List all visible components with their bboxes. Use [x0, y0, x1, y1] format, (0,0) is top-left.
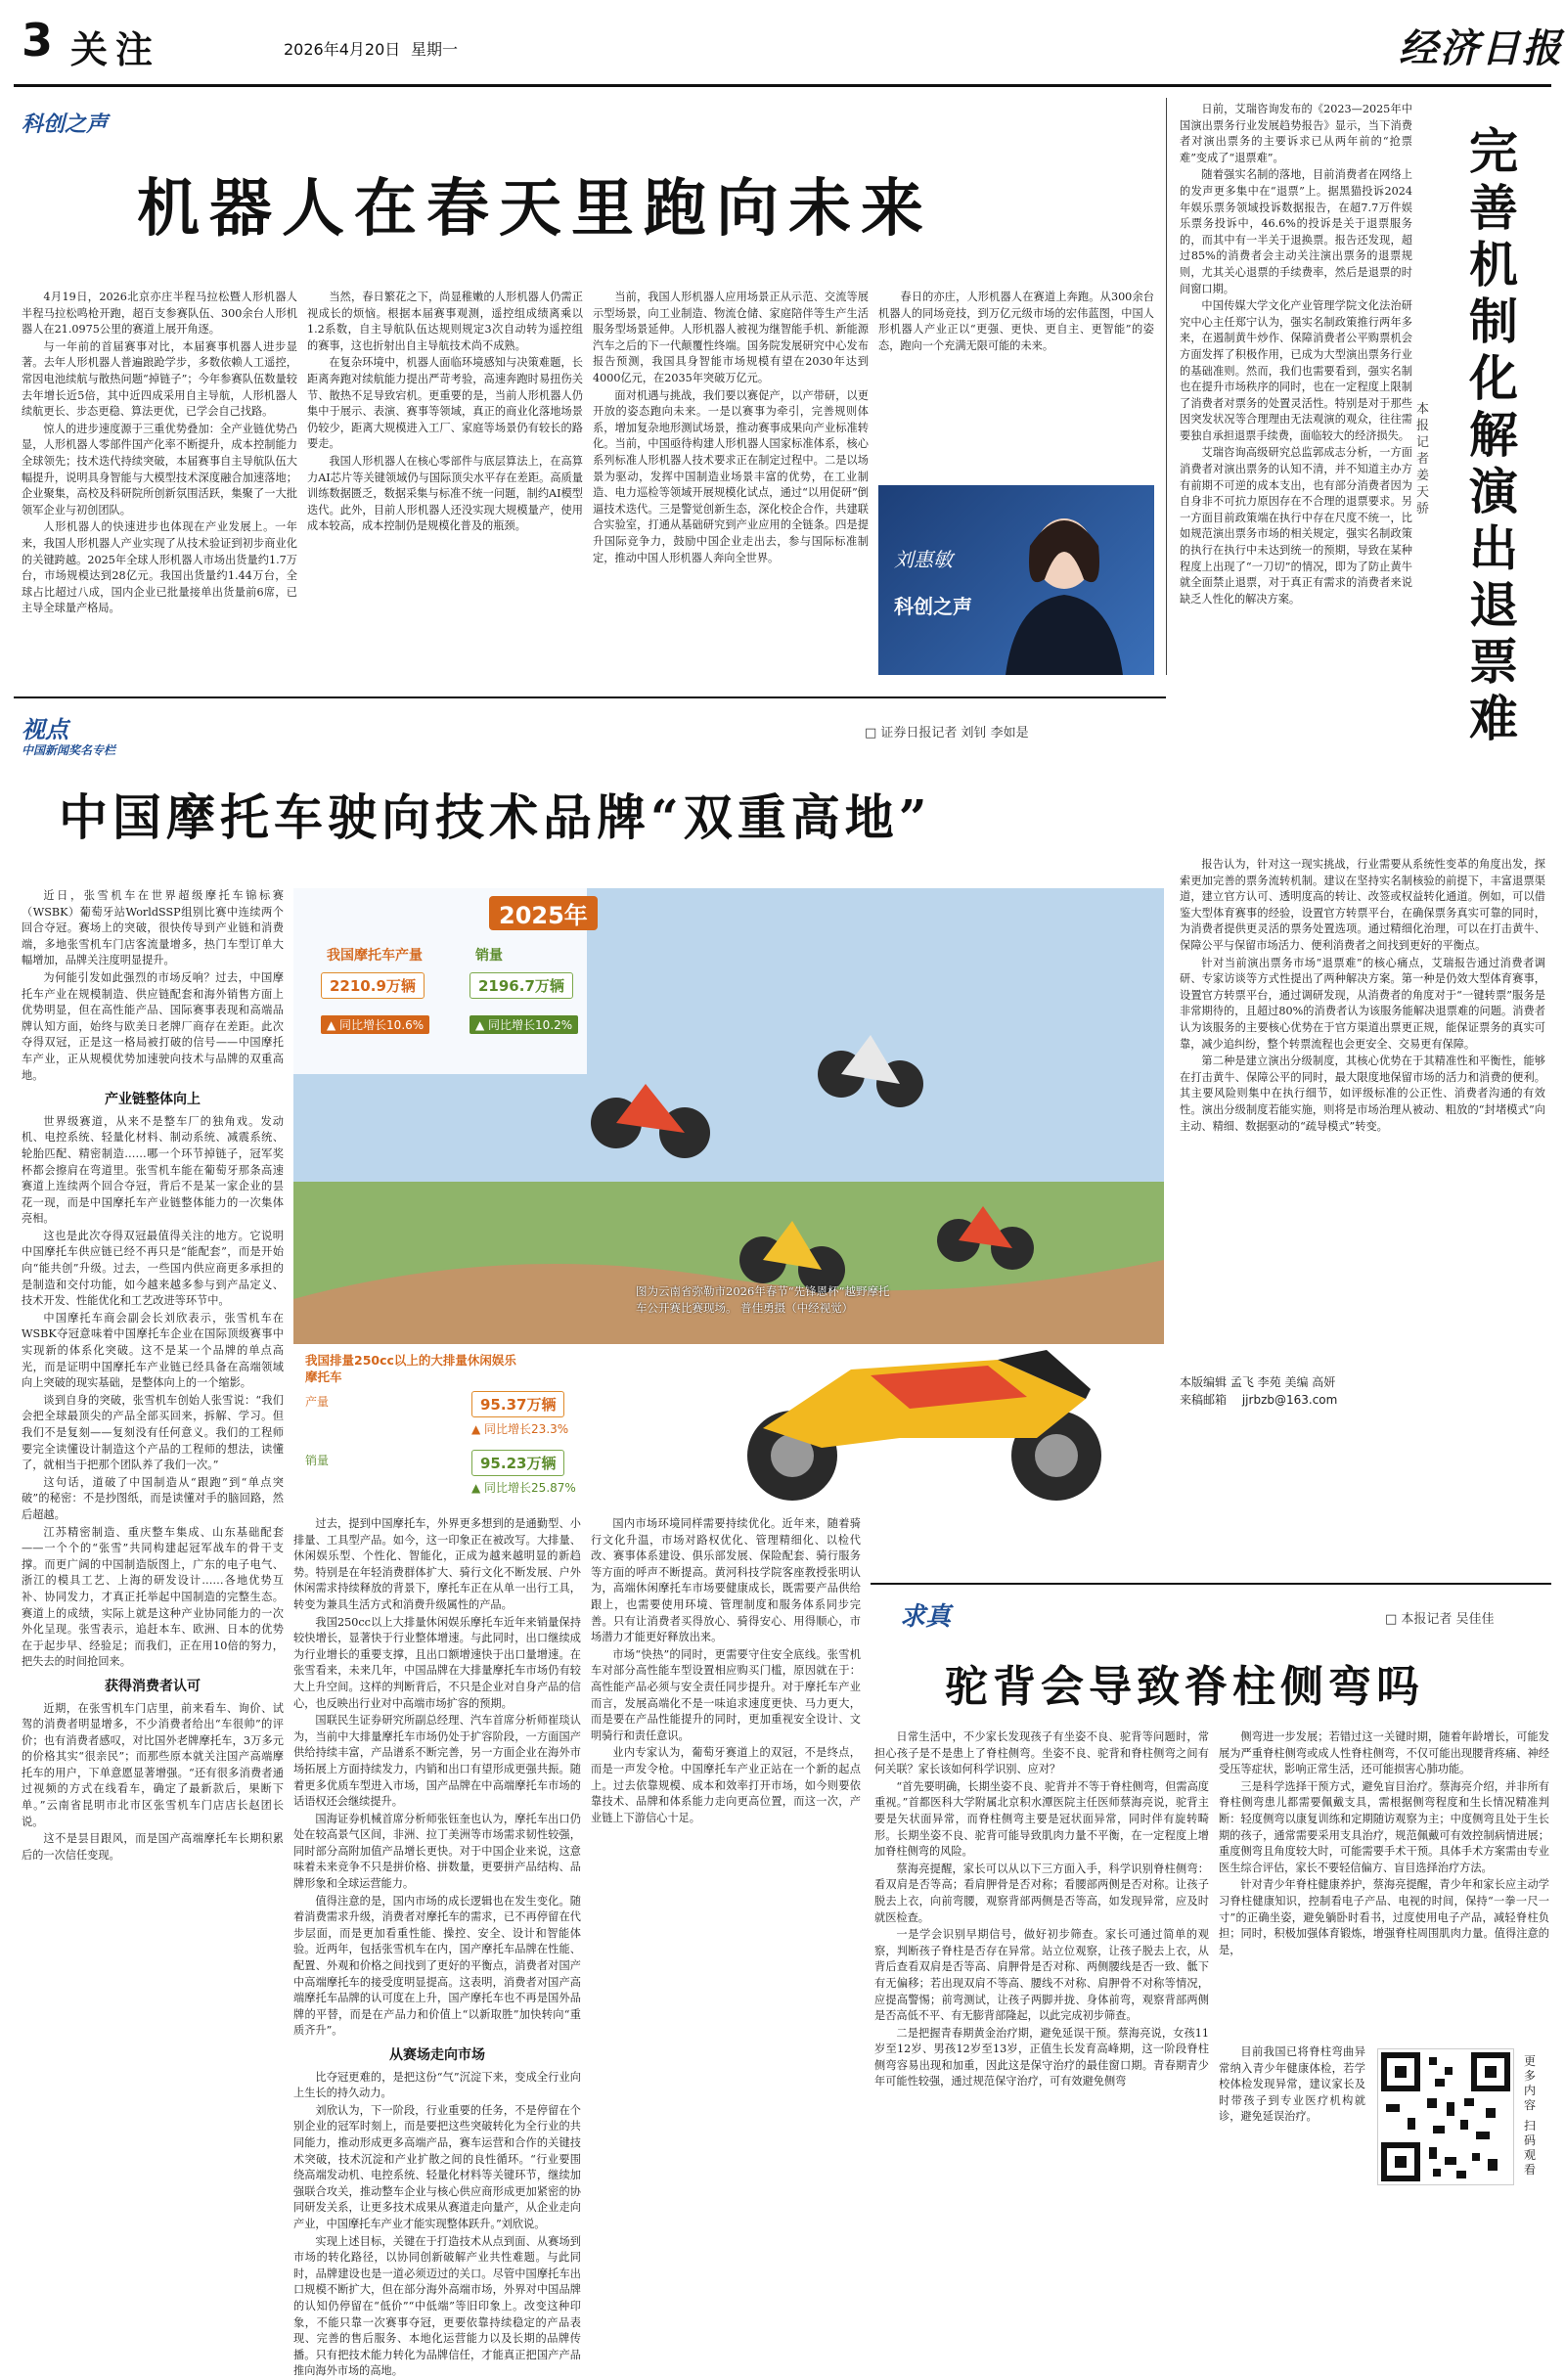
issue-weekday: 星期一: [411, 40, 459, 59]
email-line: 来稿邮箱 jjrbzb@163.com: [1180, 1393, 1338, 1407]
bigbike-prod-value: 95.37万辆: [471, 1391, 564, 1417]
qr-code-icon: [1378, 2049, 1513, 2184]
article1-col3: 当前，我国人形机器人应用场景正从示范、交流等展示型场景，向工业制造、物流仓储、家庭陪伴等生产生活服务型场景延伸。人形机器人被视为继智能手机、新能源汽车之后的下一代颠覆性终端。国务院发展研究中心发布报告预测，我国具身智能市场规模有望在2030年达到4000亿元，在2035年突破万亿元。 面对机遇与挑战，我们要以赛促产，以产带研，以更开放的姿态跑向未来。一是以赛事为牵引，完善规则体系，增加复杂地形测试场景，推动赛事成果向产业标准转化。当前，中国亟待构建人形机器人国家标准体系，核心系列标准人形机器人技术要求正在制定过程中。二是以场景为驱动，发挥中国制造业场景丰富的优势，在工业制造、电力巡检等领域开展规模化试点，通过“以用促研”倒逼技术迭代。三是警觉创新生态，深化校企合作，共建联合实验室，打通从基础研究到产业应用的全链条。四是提升国际竞争力，鼓励中国企业走出去，参与国际标准制定，推动中国人形机器人奔向全世界。: [593, 291, 869, 564]
article2-wide-col: 报告认为，针对这一现实挑战，行业需要从系统性变革的角度出发，探索更加完善的票务流转机制。建议在坚持实名制核验的前提下，丰富退票渠道，建立官方认可、透明度高的转让、改签或权益转化通道。例如，可以借鉴大型体育赛事的经验，设置官方转票平台，在确保票务真实可靠的同时，为消费者提供更灵活的票务处置选项。通过精细化治理，可以在打击黄牛、保障公平与保留市场活力、便利消费者之间找到更好的平衡点。 针对当前演出票务市场“退票难”的核心痛点，艾瑞报告通过消费者调研、专家访谈等方式性提出了两种解决方案。第一种是仍效大型体育赛事，设置官方转票平台，通过调研发现，从消费者的角度对于“一键转票”服务是非常期待的，且超过80%的消费者认为该服务能解决退票难的问题。消费者认为该服务的主要核心优势在于官方渠道出票更正规，能保证票务的真实可靠，减少追纠纷，整个转票流程也会更安全、交易更有保障。 第二种是建立演出分级制度，其核心优势在于其精准性和平衡性，能够在打击黄牛、保障公平的同时，最大限度地保留市场的活力和消费的便利。其主要风险则集中在执行细节，如评级标准的公正性、消费者沟通的有效性。演出分级制度若能实施，则将是市场治理从被动、粗放的“封堵模式”向主动、精细、数据驱动的“疏导模式”转变。: [1180, 858, 1545, 1133]
column-rule: [1166, 98, 1167, 675]
bigbike-prod-growth: ▲ 同比增长23.3%: [471, 1422, 569, 1436]
sales-growth: ▲ 同比增长10.2%: [470, 1015, 578, 1034]
qr-code[interactable]: [1377, 2048, 1514, 2185]
article1-col4: 春日的亦庄，人形机器人在赛道上奔跑。从300余台机器人的同场竞技，到万亿元级市场的宏伟蓝图，中国人形机器人产业正以“更强、更快、更自主、更智能”的姿态，跑向一个充满无限可能的未来。: [878, 291, 1154, 352]
article3-col3: 国内市场环境同样需要持续优化。近年来，随着骑行文化升温，市场对路权优化、管理精细化、以检代改、赛事体系建设、俱乐部发展、保险配套、骑行服务等方面的呼声不断提高。黄河科技学院客座教授张明认为，高端休闲摩托车市场要健康成长，既需要产品供给跟上，也需要使用环境、管理制度和服务体系同步完善。只有让消费者买得放心、骑得安心、用得顺心，市场潜力才能更好释放出来。 市场“快热”的同时，更需要守住安全底线。张雪机车对部分高性能车型设置相应购买门槛，原因就在于：高性能产品必须与安全责任同步提升。对于摩托车产业而言，发展高端化不是一味追求速度更快、马力更大，而是要在产品性能提升的同时，更加重视安全设计、文明骑行和责任意识。 业内专家认为，葡萄牙赛道上的双冠，不是终点，而是一声发令枪。中国摩托车产业正站在一个新的起点上。过去依靠规模、成本和效率打开市场，如今则要依靠技术、品牌和体系能力走向更高位置，而这一次，产业链上下游信心十足。: [591, 1517, 861, 1824]
photo-caption: 图为云南省弥勒市2026年春节“先锋恩杯”越野摩托车公开赛比赛现场。 普佳勇摄（中经视觉）: [636, 1284, 890, 1315]
bigbike-sales-value: 95.23万辆: [471, 1450, 564, 1476]
bigbike-sales-wrap: [471, 1450, 564, 1476]
paper-logo: 经济日报: [1399, 25, 1563, 71]
prod-value: 2210.9万辆: [321, 972, 425, 999]
page-number: 3: [22, 14, 54, 67]
submission-email[interactable]: jjrbzb@163.com: [1241, 1393, 1338, 1407]
columnist-photo: [878, 485, 1154, 675]
bigbike-prod-label: 产量: [305, 1395, 330, 1409]
motorcycle-photo: [293, 888, 1164, 1506]
article2-byline: 本报记者 姜天骄: [1416, 402, 1430, 516]
bigbike-sales-label: 销量: [305, 1454, 330, 1467]
column-kechuang: 科创之声: [22, 112, 109, 137]
article1-title: 机器人在春天里跑向未来: [137, 172, 933, 246]
article3-col1: 近日，张雪机车在世界超级摩托车锦标赛（WSBK）葡萄牙站WorldSSP组别比赛中连续两个回合夺冠。赛场上的突破，很快传导到产业链和消费端，多地张雪机车门店客流量增多，热门车型订单大幅增加，品牌关注度明显提升。 为何能引发如此强烈的市场反响？过去，中国摩托车产业在规模制造、供应链配套和海外销售方面上优势明显，但在高性能产品、国际赛事表现和高端品牌认知方面，始终与欧美日老牌厂商存在差距。此次夺得双冠，正是这一格局被打破的信号——中国摩托车产业，正从规模优势加速驶向技术与品牌的双重高地。 产业链整体向上 世界级赛道，从来不是整车厂的独角戏。发动机、电控系统、轻量化材料、制动系统、减震系统、轮胎匹配、精密制造……哪一个环节掉链子，冠军奖杯都会擦肩在弯道里。张雪机车能在葡萄牙那条高速赛道上连续两个回合夺冠，背后不是某一家企业的昙花一现，而是中国摩托车产业链整体能力的一次集体亮相。 这也是此次夺得双冠最值得关注的地方。它说明中国摩托车供应链已经不再只是“能配套”，而是开始向“能共创”升级。过去，一些国内供应商更多承担的是制造和交付功能，如今越来越多参与到产品定义、技术开发、性能优化和工艺改进等环节中。 中国摩托车商会副会长刘欣表示，张雪机车在WSBK夺冠意味着中国摩托车企业在国际顶级赛事中实现新的体系化突破。这不是某一个品牌的单点高光，而是证明中国摩托车产业链已经具备在高端领域向上突破的现实基础，是整体向上的一个缩影。 谈到自身的突破，张雪机车创始人张雪说：“我们会把全球最顶尖的产品全部买回来，拆解、学习。但我们不是复刻——复刻没有任何意义。我们的工程师要完全读懂设计制造这个产品的工程师的想法，读懂了，就相当于把那个团队养了我们一次。” 这句话，道破了中国制造从“跟跑”到“单点突破”的秘密：不是抄图纸，而是读懂对手的脑回路，然后超越。 江苏精密制造、重庆整车集成、山东基础配套——一个个的“张雪”共同构建起冠军战车的骨干支撑。而更广阔的中国制造版图上，广东的电子电气、浙江的模具工艺、上海的研发设计……各地优势互补、协同发力，才真正托举起中国制造的完整生态。赛道上的成绩，实际上就是这种产业协同能力的一次外化呈现。张雪表示，追赶本车、欧洲、日本的优势在于起步早、经验足；而我们，正在用10倍的努力，把失去的时间抢回来。 获得消费者认可 近期，在张雪机车门店里，前来看车、询价、试驾的消费者明显增多，不少消费者给出“车很帅”的评价；也有消费者感叹，对比国外老牌摩托车，3万多元的价格其实“很亲民”；而那些原本就关注国产高端摩托车的用户，下单意愿显著增强。“还有很多消费者通过视频的方式在线看车，确定了最新款后，果断下单。”云南省昆明市北市区张雪机车门店店长赵团长说。 这不是昙目跟风，而是国产高端摩托车长期积累后的一次信任变现。: [22, 889, 284, 1862]
qr-caption: 更多内容 扫码观看: [1524, 2054, 1537, 2177]
photo-signature: 刘惠敏: [894, 548, 953, 571]
masthead: [0, 0, 1565, 86]
article3-title: 中国摩托车驶向技术品牌“双重高地”: [59, 788, 932, 846]
article2-headline: 完善机制化解演出退票难: [1469, 122, 1518, 747]
columnist-portrait-icon: [878, 485, 1154, 675]
article4-byline: □ 本报记者 吴佳佳: [1385, 1612, 1495, 1627]
page-section: 关注: [70, 27, 161, 71]
article4-col1: 日常生活中，不少家长发现孩子有坐姿不良、驼背等问题时，常担心孩子是不是患上了脊柱侧弯。坐姿不良、驼背和脊柱侧弯之间有何关联？家长该如何科学识别、应对？ “首先要明确，长期坐姿不良、驼背并不等于脊柱侧弯，但需高度重视。”首都医科大学附属北京积水潭医院主任医师蔡海亮说，驼背主要是矢状面异常，而脊柱侧弯主要是冠状面异常，同时伴有旋转畸形。长期坐姿不良、驼背可能导致肌肉力量不平衡，在一定程度上增加脊柱侧弯的风险。 蔡海亮提醒，家长可以从以下三方面入手，科学识别脊柱侧弯：看双肩是否等高；看肩胛骨是否对称；看腰部两侧是否对称。让孩子脱去上衣，向前弯腰，观察背部两侧是否等高，如发现异常，应及时就医检查。 一是学会识别早期信号，做好初步筛查。家长可通过简单的观察，判断孩子脊柱是否存在异常。站立位观察，让孩子脱去上衣，从背后查看双肩是否等高、肩胛骨是否对称、两侧腰线是否一致、骶下有无偏移；若出现双肩不等高、腰线不对称、肩胛骨不对称等情况，应提高警惕；前弯测试，让孩子两脚并拢、身体前弯，观察背部两侧是否高低不平、有无膨背部隆起，以此完成初步筛查。 二是把握青春期黄金治疗期，避免延误干预。蔡海亮说，女孩11岁至12岁、男孩12岁至13岁，正值生长发育高峰期，这一阶段脊柱侧弯容易出现和加重，因此这是保守治疗的最佳窗口期。青春期青少年可能性较强，通过规范保守治疗，可有效避免侧弯: [874, 1730, 1209, 2088]
article1-col2: 当然，春日繁花之下，尚显稚嫩的人形机器人仍需正视成长的烦恼。根据本届赛事观测，遥控组成绩离乘以1.2系数，自主导航队伍达规则规定3次自动转为遥控组的赛事，这也折射出自主导航技术尚不成熟。 在复杂环境中，机器人面临环境感知与决策难题，长距离奔跑对续航能力提出严苛考验，高速奔跑时易扭伤关节、散热不足导致宕机。更重要的是，当前人形机器人仍集中于展示、表演、赛事等领域，真正的商业化落地场景仍较少，距离大规模进入工厂、家庭等场景仍有较长的路要走。 我国人形机器人在核心零部件与底层算法上，在高算力AI芯片等关键领域仍与国际顶尖水平存在差距。高质量训练数据匮乏，数据采集与标准不统一问题，制约AI模型迭代。此外，目前人形机器人还没实现大规模量产，使用成本较高，成本控制仍是规模化普及的瓶颈。: [307, 291, 583, 533]
masthead-rule: [14, 84, 1551, 87]
subhead-chain: 产业链整体向上: [105, 1092, 201, 1108]
sales-value: 2196.7万辆: [470, 972, 573, 999]
editors-credit: [1180, 1373, 1545, 1409]
article4-col2b: 目前我国已将脊柱弯曲异常纳入青少年健康体检，若学校体检发现异常，建议家长及时带孩子到专业医疗机构就诊，避免延误治疗。: [1219, 2045, 1365, 2124]
article2-col1: 日前，艾瑞咨询发布的《2023—2025年中国演出票务行业发展趋势报告》显示，当下消费者对演出票务的主要诉求已从两年前的“抢票难”变成了“退票难”。 随着强实名制的落地，目前消费者在网络上的发声更多集中在“退票”上。据黑猫投诉2024年娱乐票务领域投诉数据报告，在超7.7万件娱乐票务投诉中，46.6%的投诉是关于退票服务的，而其中有一半关于退换票。报告还发现，超过85%的消费者会主动关注演出票务的退票规则，尤其关心退票的手续费率，然后是退票的时间窗口期。 中国传媒大学文化产业管理学院文化法治研究中心主任郑宁认为，强实名制政策推行两年多来，在遏制黄牛炒作、保障消费者公平购票机会方面发挥了积极作用，已成为大型演出票务行业的基础准则。然而，我们也需要看到，强实名制也在提升市场秩序的同时，也在一定程度上限制了消费者对票务的处置灵活性。特别是对于那些因突发状况等合理理由无法观演的观众，往往需要独自承担退票手续费，面临较大的经济损失。 艾瑞咨询高级研究总监郭成志分析，一方面消费者对演出票务的认知不清，并不知道主办方有前期不可逆的成本支出，也有部分消费者因为自身非不可抗力原因存在不合理的退票要求。另一方面目前政策端在执行中存在尺度不统一，比如规范演出票务市场的相关规定，强实名制政策的执行在执行中未达到统一的预期，导致在某种程度上出现了“一刀切”的情况，即为了防止黄牛就全面禁止退票，对于真正有需求的消费者来说缺乏人性化的解决方案。: [1180, 103, 1412, 606]
issue-date: 2026年4月20日: [284, 40, 401, 59]
editors-line: 本版编辑 孟飞 李苑 美编 高妍: [1180, 1375, 1336, 1389]
subhead-consumer: 获得消费者认可: [105, 1678, 201, 1694]
article1-col1: 4月19日，2026北京亦庄半程马拉松暨人形机器人半程马拉松鸣枪开跑，超百支参赛队伍、300余台人形机器人在21.0975公里的赛道上展开角逐。 与一年前的首届赛事对比，本届赛事机器人进步显著。去年人形机器人普遍踉跄学步，多数依赖人工遥控，常因电池续航与散热问题“掉链子”；今年参赛队伍数量较去年增长近5倍，其中近四成采用自主导航，人形机器人续航更长、步态更稳、算法更优，已学会自己找路。 惊人的进步速度源于三重优势叠加：全产业链优势凸显，人形机器人零部件国产化率不断提升，成本控制能力全球领先；技术迭代持续突破，本届赛事自主导航队伍大幅提升，说明具身智能与大模型技术深度融合加速落地；企业聚集，高校及科研院所创新氛围活跃，集聚了一大批领军企业与初创团队。 人形机器人的快速进步也体现在产业发展上。一年来，我国人形机器人产业实现了从技术验证到初步商业化的关键跨越。2025年全球人形机器人市场出货量约1.7万台，市场规模达到28亿元。我国出货量约1.44万台，全球占比超过八成，国内企业已批量接单出货量前6席，已主导全球量产格局。: [22, 291, 297, 615]
subhead-market: 从赛场走向市场: [389, 2047, 485, 2063]
article3-col2: 过去，提到中国摩托车，外界更多想到的是通勤型、小排量、工具型产品。如今，这一印象正在被改写。大排量、休闲娱乐型、个性化、智能化，正成为越来越明显的新趋势。特别是在年轻消费群体扩大、骑行文化不断发展、户外休闲需求持续释放的背景下，摩托车正在从单一出行工具，转变为兼具生活方式和消费升级属性的产品。 我国250cc以上大排量休闲娱乐摩托车近年来销量保持较快增长，显著快于行业整体增速。与此同时，出口继续成为行业增长的重要支撑，且出口额增速快于出口量增速。在张雪看来，未来几年，中国品牌在大排量摩托车市场仍有较大上升空间。这样的判断背后，不只是企业对自身产品的信心，也反映出行业对中高端市场扩容的预期。 国联民生证券研究所副总经理、汽车首席分析师崔琰认为，当前中大排量摩托车市场仍处于扩容阶段，一方面国产供给持续丰富，产品谱系不断完善，另一方面企业在海外市场拓展上方面持续发力，内销和出口有望形成更强共振。随着更多优质车型进入市场，国产品牌在中高端摩托车市场的话语权还会继续提升。 国海证券机械首席分析师张钰奎也认为，摩托车出口仍处在较高景气区间，非洲、拉丁美洲等市场需求韧性较强，同时部分高附加值产品增长更快。对于中国企业来说，这意味着未来竞争不只是拼价格、拼数量，更要拼产品结构、品牌形象和全球运营能力。 值得注意的是，国内市场的成长逻辑也在发生变化。随着消费需求升级，消费者对摩托车的需求，已不再停留在代步层面，而是更加看重性能、操控、安全、设计和智能体验。近两年，包括张雪机车在内，国产摩托车品牌在性能、配置、外观和价格之间找到了更好的平衡点，消费者对国产中高端摩托车的接受度明显提高。这表明，消费者对国产高端摩托车品牌的认可度在上升，国产摩托车也不再是国外品牌的平替，而是在产品力和价值上“以新取胜”加快转向“重质齐升”。 从赛场走向市场 比夺冠更难的，是把这份“气”沉淀下来，变成全行业向上生长的持久动力。 刘欣认为，下一阶段，行业重要的任务，不是停留在个别企业的冠军时刻上，而是要把这些突破转化为全行业的共同能力，推动形成更多高端产品，赛车运营和合作的关键技术突破，技术沉淀和产业扩散之间的良性循环。“行业要围绕高端发动机、电控系统、轻量化材料等关键环节，继续加强联合攻关，推动整车企业与核心供应商形成更加紧密的协同研发关系，让更多技术成果从赛道走向量产，从企业走向产业，中国摩托车产业才能实现整体跃升。”刘欣说。 实现上述目标，关键在于打造技术从点到面、从赛场到市场的转化路径，以协同创新破解产业共性难题。与此同时，品牌建设也是一道必须迈过的关口。尽管中国摩托车出口规模不断扩大，但在部分海外高端市场，外界对中国品牌的认知仍停留在“低价”“中低端”等旧印象上。改变这种印象，不能只靠一次赛事夺冠，更要依靠持续稳定的产品表现、完善的售后服务、本地化运营能力以及长期的品牌传播。只有把技术能力转化为品牌信任，才能真正把国产产品推向海外市场的高地。: [293, 1517, 581, 2378]
article4-col2: 侧弯进一步发展；若错过这一关键时期，随着年龄增长，可能发展为严重脊柱侧弯或成人性脊柱侧弯，不仅可能出现腰背疼痛、神经受压等症状，影响正常生活，还可能损害心肺功能。 三是科学选择干预方式，避免盲目治疗。蔡海亮介绍，并非所有脊柱侧弯患儿都需要佩戴支具，需根据侧弯程度和生长情况精准判断：轻度侧弯以康复训练和定期随访观察为主；中度侧弯且处于生长期的孩子，通常需要采用支具治疗，规范佩戴可有效控制病情进展；重度侧弯且角度较大时，可能需要手术干预。具体手术方案需由专业医生综合评估，家长不要轻信偏方、盲目选择治疗方法。 针对青少年脊柱健康养护，蔡海亮提醒，青少年和家长应主动学习脊柱健康知识，控制看电子产品、电视的时间，保持“一拳一尺一寸”的正确坐姿，避免躺卧时看书，过度使用电子产品，减轻脊柱负担；同时，积极加强体育锻炼，增强脊柱周围肌肉力量。值得注意的是，: [1219, 1730, 1549, 1956]
bigbike-label: 我国排量250cc以上的大排量休闲娱乐摩托车: [305, 1353, 516, 1384]
sales-label: 销量: [475, 948, 503, 964]
column-subtitle: 中国新闻奖名专栏: [22, 743, 116, 757]
prod-growth: ▲ 同比增长10.6%: [321, 1015, 429, 1034]
stats-year: 2025年: [489, 896, 598, 930]
article3-byline: □ 证券日报记者 刘钊 李如是: [865, 726, 1029, 741]
article4-title: 驼背会导致脊柱侧弯吗: [945, 1662, 1424, 1712]
photo-column-tag: 科创之声: [894, 595, 972, 618]
column-shidian: 视点: [22, 715, 68, 743]
prod-label: 我国摩托车产量: [327, 948, 423, 964]
bigbike-sales-growth: ▲ 同比增长25.87%: [471, 1481, 576, 1495]
sales-value-wrap: [470, 972, 573, 999]
column-qiuzhen: 求真: [900, 1602, 952, 1632]
bigbike-prod-wrap: [471, 1391, 564, 1417]
section-rule: [14, 696, 1166, 698]
prod-value-wrap: [321, 972, 425, 999]
sport-motorcycle-icon: [704, 1340, 1154, 1506]
